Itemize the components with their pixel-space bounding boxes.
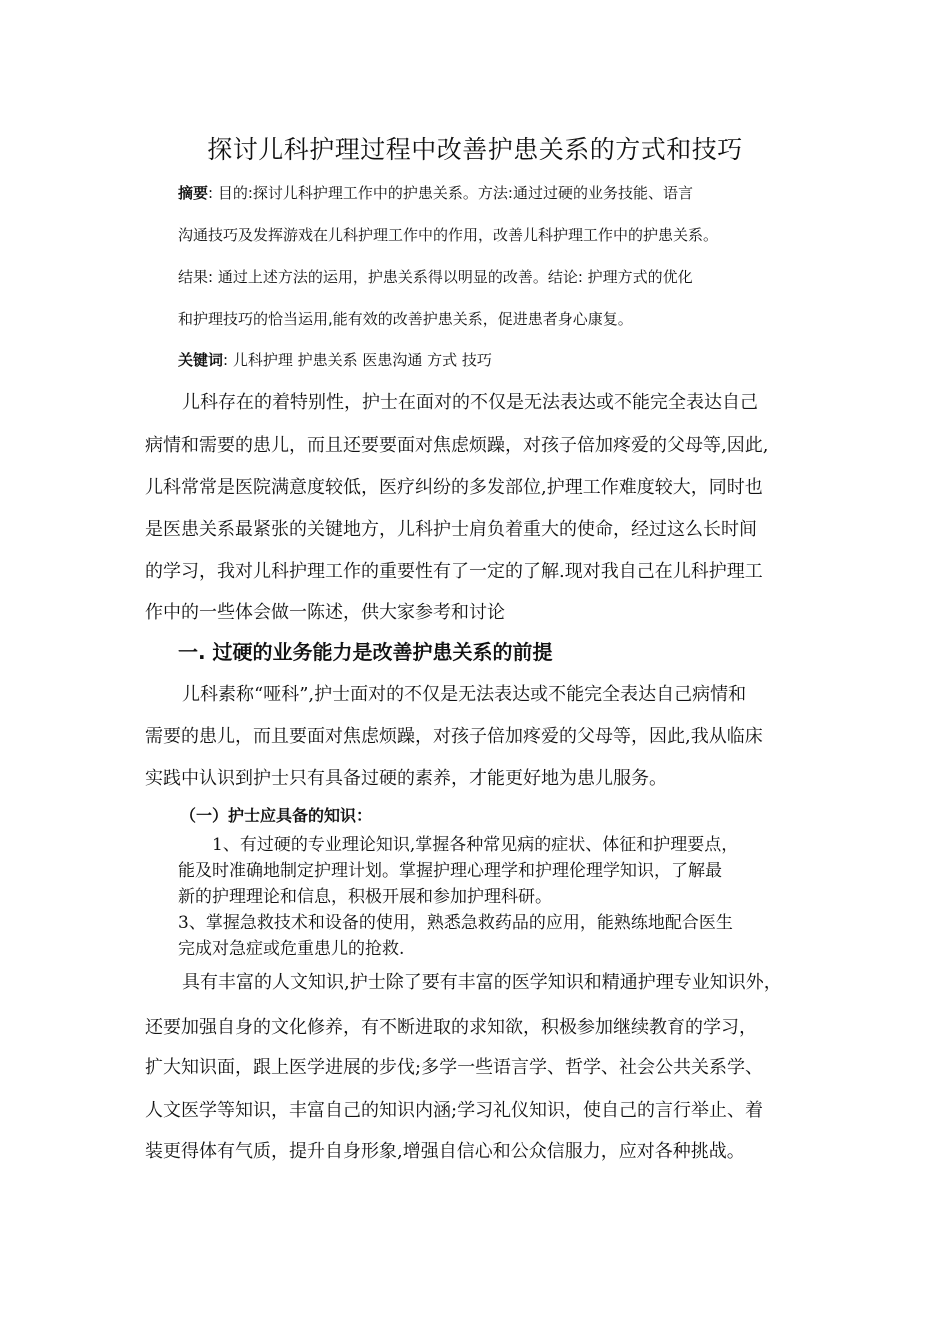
section-paragraph-line: 需要的患儿，而且要面对焦虑烦躁，对孩子倍加疼爱的父母等，因此,我从临床 (145, 726, 763, 747)
humanities-paragraph-line: 具有丰富的人文知识,护士除了要有丰富的医学知识和精通护理专业知识外， (182, 972, 782, 993)
knowledge-item-line: 1、有过硬的专业理论知识,掌握各种常见病的症状、体征和护理要点， (212, 835, 739, 855)
knowledge-item-line: 3、掌握急救技术和设备的使用，熟悉急救药品的应用，能熟练地配合医生 (178, 913, 733, 933)
abstract-line-4: 和护理技巧的恰当运用,能有效的改善护患关系，促进患者身心康复。 (178, 310, 633, 328)
document-title: 探讨儿科护理过程中改善护患关系的方式和技巧 (207, 135, 743, 164)
section-paragraph-line: 实践中认识到护士只有具备过硬的素养，才能更好地为患儿服务。 (145, 768, 667, 789)
intro-line: 是医患关系最紧张的关键地方，儿科护士肩负着重大的使命，经过这么长时间 (145, 519, 757, 540)
intro-line: 作中的一些体会做一陈述，供大家参考和讨论 (145, 602, 505, 623)
knowledge-item-line: 新的护理理论和信息，积极开展和参加护理科研。 (178, 887, 552, 907)
keywords-line: 关键词: 儿科护理 护患关系 医患沟通 方式 技巧 (178, 351, 492, 369)
humanities-paragraph-line: 人文医学等知识，丰富自己的知识内涵;学习礼仪知识，使自己的言行举止、着 (145, 1100, 764, 1121)
abstract-line-1: 摘要: 目的:探讨儿科护理工作中的护患关系。方法:通过过硬的业务技能、语言 (178, 184, 693, 202)
subsection-heading: （一）护士应具备的知识： (180, 806, 373, 825)
keywords-label: 关键词 (178, 351, 224, 369)
knowledge-item-line: 完成对急症或危重患儿的抢救. (178, 939, 405, 959)
intro-line: 的学习，我对儿科护理工作的重要性有了一定的了解.现对我自己在儿科护理工 (145, 561, 763, 582)
intro-line: 儿科存在的着特别性，护士在面对的不仅是无法表达或不能完全表达自己 (182, 392, 758, 413)
abstract-line-2: 沟通技巧及发挥游戏在儿科护理工作中的作用，改善儿科护理工作中的护患关系。 (178, 226, 719, 244)
knowledge-item-line: 能及时准确地制定护理计划。掌握护理心理学和护理伦理学知识，了解最 (178, 861, 722, 881)
intro-line: 病情和需要的患儿，而且还要要面对焦虑烦躁，对孩子倍加疼爱的父母等,因此, (145, 435, 769, 456)
humanities-paragraph-line: 扩大知识面，跟上医学进展的步伐;多学一些语言学、哲学、社会公共关系学、 (145, 1057, 764, 1078)
section-paragraph-line: 儿科素称“哑科”,护士面对的不仅是无法表达或不能完全表达自己病情和 (182, 684, 747, 705)
section-heading: 一. 过硬的业务能力是改善护患关系的前提 (178, 640, 553, 664)
abstract-line-3: 结果: 通过上述方法的运用，护患关系得以明显的改善。结论: 护理方式的优化 (178, 268, 693, 286)
intro-line: 儿科常常是医院满意度较低，医疗纠纷的多发部位,护理工作难度较大，同时也 (145, 477, 763, 498)
humanities-paragraph-line: 装更得体有气质，提升自身形象,增强自信心和公众信服力，应对各种挑战。 (145, 1141, 745, 1162)
humanities-paragraph-line: 还要加强自身的文化修养，有不断进取的求知欲，积极参加继续教育的学习， (145, 1017, 757, 1038)
abstract-label: 摘要 (178, 184, 209, 202)
